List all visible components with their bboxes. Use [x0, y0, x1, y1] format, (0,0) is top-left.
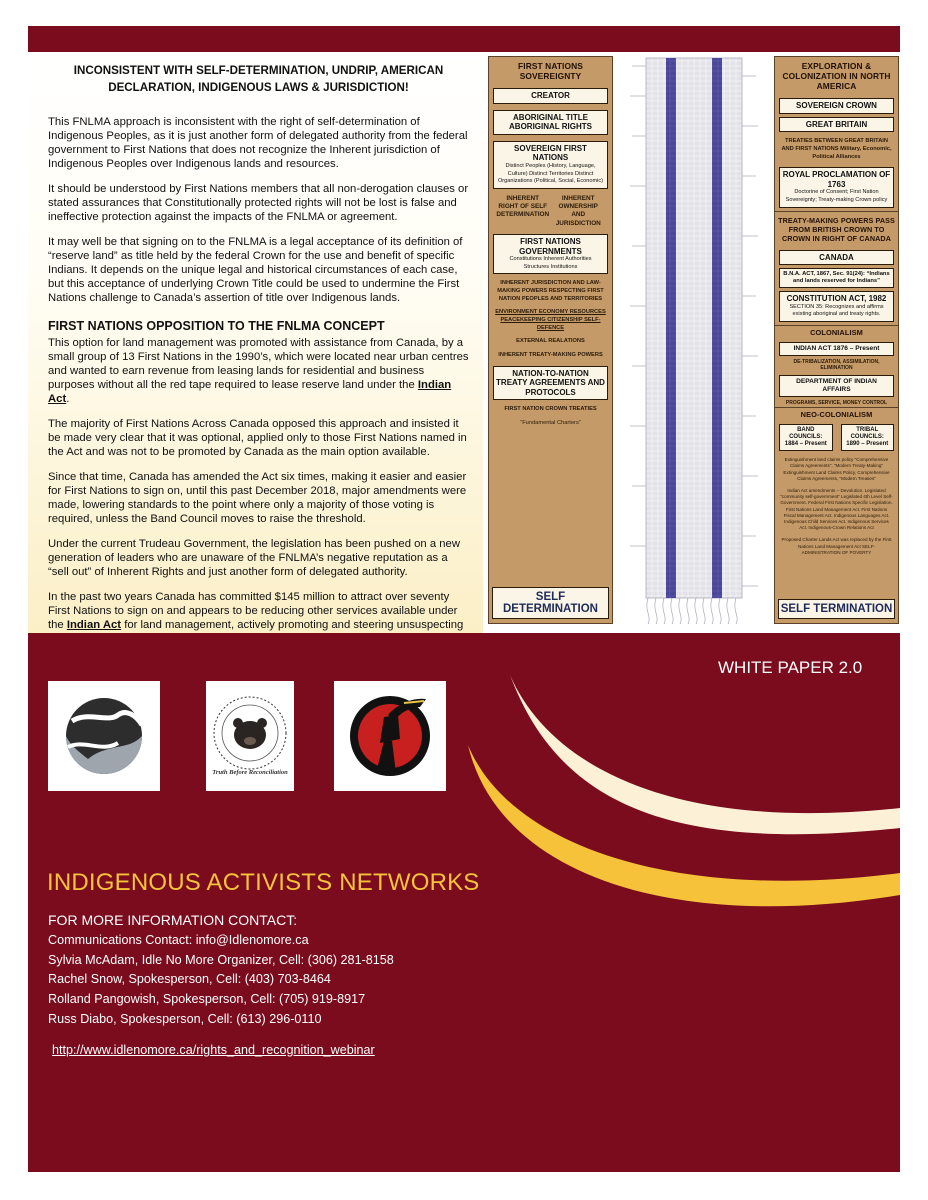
constitution-act-box: CONSTITUTION ACT, 1982 SECTION 35: Recognizes and affirms existing aboriginal and treaty rights.: [779, 291, 894, 322]
jurisdiction-list: ENVIRONMENT ECONOMY RESOURCES PEACEKEEPING CITIZENSHIP SELF-DEFENCE: [495, 309, 606, 331]
paragraph: Under the current Trudeau Government, the legislation has been pushed on a new generation of leaders who are unaware of the FNLMA’s negative reputation as a “sell out” of Inherent Rights and just another form of delegated authority.: [48, 538, 460, 579]
bna-act-box: B.N.A. ACT, 1867, Sec. 91(24): “Indians and lands reserved for Indians”: [779, 268, 894, 288]
jurisdiction-text: INHERENT JURISDICTION AND LAW-MAKING POWERS RESPECTING FIRST NATION PEOPLES AND TERRITORIES: [497, 280, 604, 302]
white-paper-label: WHITE PAPER 2.0: [718, 658, 863, 677]
article-column: [28, 52, 483, 634]
external-relations: EXTERNAL REALATIONS: [516, 338, 585, 345]
indian-act-box: INDIAN ACT 1876 – Present: [779, 342, 894, 356]
webinar-link[interactable]: http://www.idlenomore.ca/rights_and_recognition_webinar: [52, 1043, 375, 1057]
paragraph: The majority of First Nations Across Canada opposed this approach and insisted it be made very clear that it was optional, applied only to those First Nations named in the Act and was not to be promoted by Canada as the main option available.: [48, 418, 467, 459]
sovereign-first-nations-box: SOVEREIGN FIRST NATIONS Distinct Peoples (History, Language, Culture) Distinct Territories Distinct Organizations (Political, Social, Economic): [493, 141, 608, 189]
paragraph: In the past two years Canada has committed $145 million to attract over seventy First Nations to sign on and appears to be reducing other services available under the Indian Act for land management, actively promoting and steering unsuspecting: [48, 591, 464, 632]
colonization-column: [774, 56, 899, 624]
amendments-text: Indian Act amendments – Devolution. Legislated “community self-government” Legislated 4th Level Self-Government. Federal First Nations Specific Legislation. First Nations Land Management Act. First Nations Fiscal Management Act. Indigenous Languages Act. Indigenous Child Services Act. Indigenous Services Act. Indigenous-Crown Relations Act: [780, 488, 893, 531]
aboriginal-title-box: ABORIGINAL TITLE ABORIGINAL RIGHTS: [493, 110, 608, 135]
fundamental-charters: “Fundamental Charters”: [520, 420, 581, 427]
upper-section: [28, 52, 900, 632]
column-header: EXPLORATION & COLONIZATION IN NORTH AMERICA: [782, 61, 891, 91]
creator-box: CREATOR: [493, 88, 608, 104]
top-banner: [28, 26, 900, 52]
indian-act-link[interactable]: Indian Act: [48, 379, 452, 406]
paragraph: It may well be that signing on to the FNLMA is a legal acceptance of its definition of “reserve land” as title held by the federal Crown for the use and benefit of specific Indians. It depends on the unique legal and historical circumstances of each case, but this acceptance of underlying Crown Title could be used to undermine the First Nations challenge to Canada’s assertion of title over Indigenous lands.: [48, 235, 463, 304]
paragraph: This option for land management was promoted with assistance from Canada, by a small group of 13 First Nations in the 1990’s, which were located near urban centres and wanted to earn revenue from leasing lands for residential and business purposes without all the red tape required to lease reserve land under the Indian Act.: [48, 337, 469, 406]
self-determination-label: SELF DETERMINATION: [492, 587, 609, 619]
first-nations-governments-box: FIRST NATIONS GOVERNMENTS Constitutions Inherent Authorities Structures Institutions: [493, 234, 608, 274]
detribalization-text: DE-TRIBALIZATION, ASSIMILATION, ELIMINATION: [793, 358, 880, 372]
section-heading: FIRST NATIONS OPPOSITION TO THE FNLMA CONCEPT: [48, 318, 385, 333]
programs-text: PROGRAMS, SERVICE, MONEY CONTROL: [785, 399, 888, 406]
band-councils-box: BAND COUNCILS: 1884 – Present: [779, 424, 833, 452]
organization-title: INDIGENOUS ACTIVISTS NETWORKS: [47, 869, 480, 896]
treaties-text: TREATIES BETWEEN GREAT BRITAIN AND FIRST NATIONS Military, Economic, Political Alliances: [781, 138, 892, 160]
first-nations-sovereignty-column: [488, 56, 613, 624]
royal-proclamation-box: ROYAL PROCLAMATION OF 1763 Doctorine of Consent; First Nation Sovereignty; Treaty-making Crown policy: [779, 167, 894, 207]
crown-treaties: FIRST NATION CROWN TREATIES: [504, 406, 597, 413]
contact-block: [48, 911, 394, 1030]
nation-to-nation-box: NATION-TO-NATION TREATY AGREEMENTS AND PROTOCOLS: [493, 366, 608, 401]
footer-section: [28, 633, 900, 1172]
inherent-rights-row: INHERENT RIGHT OF SELF DETERMINATION INHERENT OWNERSHIP AND JURISDICTION: [496, 194, 601, 227]
self-termination-label: SELF TERMINATION: [778, 599, 895, 619]
contact-line: Communications Contact: info@Idlenomore.ca: [48, 932, 309, 947]
neo-colonialism-heading: NEO-COLONIALISM: [775, 407, 898, 421]
treaty-powers: INHERENT TREATY-MAKING POWERS: [498, 352, 603, 359]
charter-lands-text: Proposed Charter Lands Act was replaced by the First Nations Land Management Act SELF-ADMINISTRATION OF POVERTY: [781, 537, 892, 555]
logo-text: Truth Before Reconciliation: [212, 769, 288, 776]
tribal-councils-box: TRIBAL COUNCILS: 1890 – Present: [841, 424, 895, 452]
idle-no-more-logo: [48, 681, 160, 791]
raised-fist-logo: [334, 681, 446, 791]
column-header: FIRST NATIONS SOVEREIGNTY: [518, 61, 583, 81]
contact-line: Sylvia McAdam, Idle No More Organizer, Cell: (306) 281-8158: [48, 952, 394, 967]
contact-line: Rolland Pangowish, Spokesperson, Cell: (705) 919-8917: [48, 992, 366, 1007]
article-title: INCONSISTENT WITH SELF-DETERMINATION, UNDRIP, AMERICAN DECLARATION, INDIGENOUS LAWS & JURISDICTION!: [73, 64, 444, 95]
canada-box: CANADA: [779, 250, 894, 266]
contact-heading: FOR MORE INFORMATION CONTACT:: [48, 912, 298, 928]
sovereign-crown-box: SOVEREIGN CROWN: [779, 98, 894, 114]
sovereignty-diagram: [483, 52, 900, 632]
colonialism-heading: COLONIALISM: [775, 325, 898, 339]
contact-line: Rachel Snow, Spokesperson, Cell: (403) 703-8464: [48, 972, 331, 987]
contact-line: Russ Diabo, Spokesperson, Cell: (613) 296-0110: [48, 1011, 322, 1026]
truth-before-reconciliation-logo: [206, 681, 294, 791]
great-britain-box: GREAT BRITAIN: [779, 117, 894, 133]
councils-row: [775, 421, 898, 455]
paragraph: It should be understood by First Nations members that all non-derogation clauses or stated assurances that Constitutionally protected rights will not be lost is false and ineffective protection against the impacts of the FNLMA or agreement.: [48, 182, 469, 223]
indian-act-link[interactable]: Indian Act: [66, 619, 122, 632]
wampum-belt-image: [628, 56, 760, 624]
paragraph: Since that time, Canada has amended the Act six times, making it easier and easier for First Nations to sign on, until this past December 2018, major amendments were made, lowering standards to the point where only a majority of those voting is required, unless the Band Council moves to raise the threshold.: [48, 471, 467, 526]
paragraph: This FNLMA approach is inconsistent with the right of self-determination of Indigenous Peoples, as it is just another form of delegated authority from the federal government to First Nations that does not recognize the Inherent jurisdiction of Indigenous Peoples over Indigenous lands and resources.: [48, 115, 468, 170]
extinguishment-text: Extinguishment land claims policy “Comprehensive Claims Agreements”, “Modern Treaty-Making” Extinguishment Land Claims Policy, Comprehensive Claims Agreements, “Modern Treaties”: [783, 457, 890, 481]
treaty-powers-heading: TREATY-MAKING POWERS PASS FROM BRITISH CROWN TO CROWN IN RIGHT OF CANADA: [775, 211, 898, 247]
indian-affairs-box: DEPARTMENT OF INDIAN AFFAIRS: [779, 375, 894, 397]
